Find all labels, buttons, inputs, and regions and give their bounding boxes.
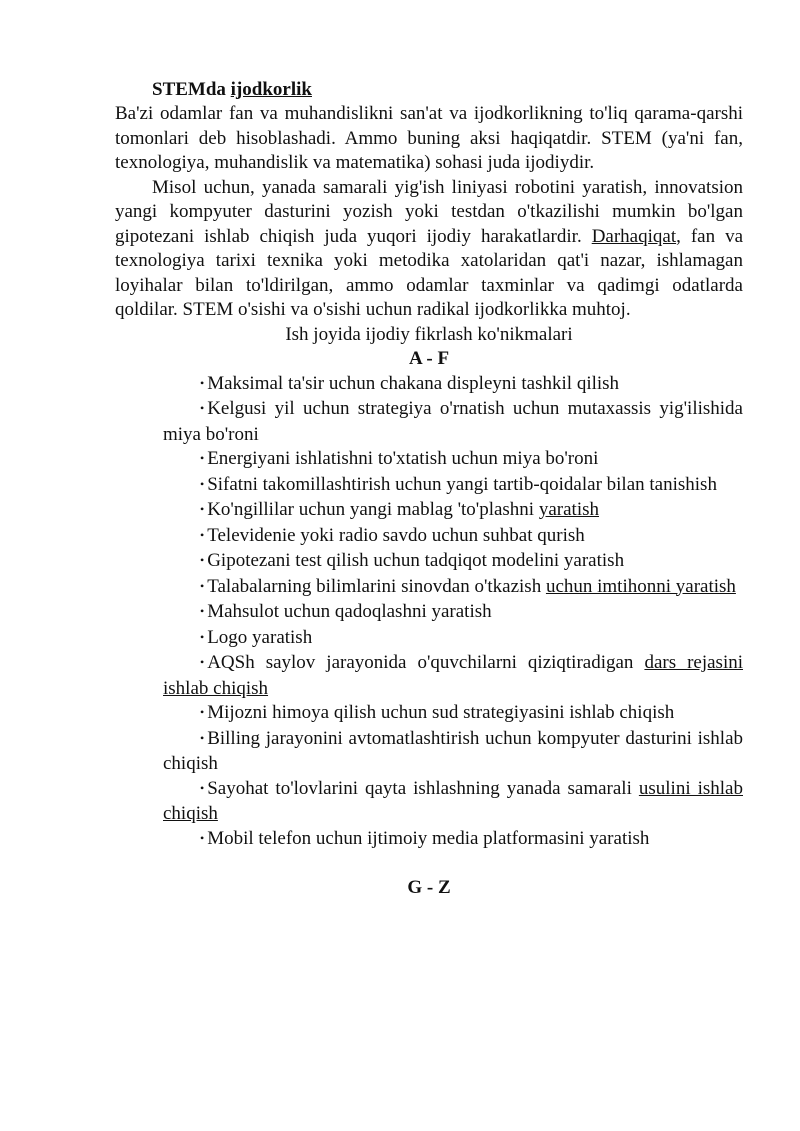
list-item-text: Mahsulot uchun qadoqlashni yaratish [207, 601, 492, 622]
bullet-icon: • [200, 451, 205, 465]
bullet-icon: • [200, 629, 205, 644]
list-item [163, 651, 743, 701]
bullet-icon: • [200, 476, 205, 491]
list-item [163, 600, 743, 626]
list-item [163, 701, 743, 727]
bullet-icon: • [200, 830, 205, 845]
list-item-text: Maksimal ta'sir uchun chakana displeyni tashkil qilish [207, 372, 620, 394]
list-item-text: AQSh saylov jarayonida o'quvchilarni qiziqtiradigan [207, 652, 645, 673]
title-underlined: ijodkorlik [230, 79, 312, 100]
bullet-icon: • [200, 578, 205, 593]
list-item-text: Energiyani ishlatishni to'xtatish uchun miya bo'roni [207, 448, 599, 469]
list-item-text: Talabalarning bilimlarini sinovdan o'tkazish [207, 575, 546, 597]
list-item-underlined: dars rejasini ishlab chiqish [163, 652, 744, 699]
list-item [163, 397, 743, 447]
document-page [115, 78, 743, 900]
bullet-icon: • [200, 730, 205, 745]
list-item [163, 727, 743, 777]
title-prefix: STEMda [152, 79, 231, 100]
list-item-text: Sayohat to'lovlarini qayta ishlashning yanada samarali [207, 777, 639, 799]
paragraph-example [115, 176, 743, 323]
list-item [163, 827, 743, 853]
list-item-text: Gipotezani test qilish uchun tadqiqot modelini yaratish [207, 550, 625, 571]
list-item-text: Sifatni takomillashtirish uchun yangi tartib-qoidalar bilan tanishish [207, 473, 717, 495]
bullet-icon: • [200, 375, 205, 390]
list-item-text: Logo yaratish [207, 626, 313, 648]
bullet-icon: • [200, 604, 205, 618]
list-item [163, 575, 743, 601]
bullet-icon: • [200, 502, 205, 516]
bullet-icon: • [200, 780, 205, 795]
list-item-underlined: yaratish [538, 499, 599, 520]
list-item [163, 524, 743, 550]
list-item-text: Televidenie yoki radio savdo uchun suhbat qurish [207, 524, 585, 546]
list-item-text: Billing jarayonini avtomatlashtirish uchun kompyuter dasturini ishlab chiqish [163, 727, 743, 774]
list-item [163, 473, 743, 499]
list-item-underlined: uchun imtihonni yaratish [545, 575, 736, 597]
paragraph-intro: Ba'zi odamlar fan va muhandislikni san'at va ijodkorlikning to'liq qarama-qarshi tomonlari deb hisoblashadi. Ammo buning aksi haqiqatdir. STEM (ya'ni fan, texnologiya, muhandislik va matematika) sohasi juda ijodiydir. [115, 103, 743, 173]
list-item-underlined: usulini ishlab chiqish [163, 777, 743, 824]
section-heading: Ish joyida ijodiy fikrlash ko'nikmalari [285, 323, 573, 345]
list-item [163, 626, 743, 652]
list-item-text: Mijozni himoya qilish uchun sud strategiyasini ishlab chiqish [207, 702, 675, 723]
skills-list [115, 372, 743, 853]
list-item-text: Mobil telefon uchun ijtimoiy media platformasini yaratish [207, 827, 650, 849]
bullet-icon: • [200, 553, 205, 567]
document-title [115, 78, 743, 102]
paragraph-example-after: , fan va texnologiya tarixi texnika yoki metodika xatolaridan qat'i nazar, ishlamagan loyihalar bilan to'ldirilgan, ammo odamlar taxminlar va qadimgi odatlarda qoldilar. STEM o'sishi va o'sishi uchun radikal ijodkorlikka muhtoj. [115, 225, 743, 320]
paragraph-example-before: Misol uchun, yanada samarali yig'ish liniyasi robotini yaratish, innovatsion yangi kompyuter dasturini yozish yoki testdan o'tkazilishi mumkin bo'lgan gipotezani ishlab chiqish juda yuqori ijodiy harakatlardir. [115, 176, 743, 247]
list-item-text: Ko'ngillilar uchun yangi mablag 'to'plashni [207, 499, 539, 520]
group-heading-a-f: A - F [408, 348, 450, 369]
bullet-icon: • [200, 655, 205, 669]
paragraph-example-link: Darhaqiqat [591, 225, 677, 247]
bullet-icon: • [200, 705, 205, 719]
list-item [163, 498, 743, 524]
list-item [163, 447, 743, 473]
list-item-text: Kelgusi yil uchun strategiya o'rnatish uchun mutaxassis yig'ilishida miya bo'roni [163, 398, 743, 445]
list-item [163, 777, 743, 827]
bullet-icon: • [200, 401, 205, 415]
list-item [163, 372, 743, 398]
bullet-icon: • [200, 527, 205, 542]
group-heading-g-z: G - Z [407, 877, 451, 898]
list-item [163, 549, 743, 575]
